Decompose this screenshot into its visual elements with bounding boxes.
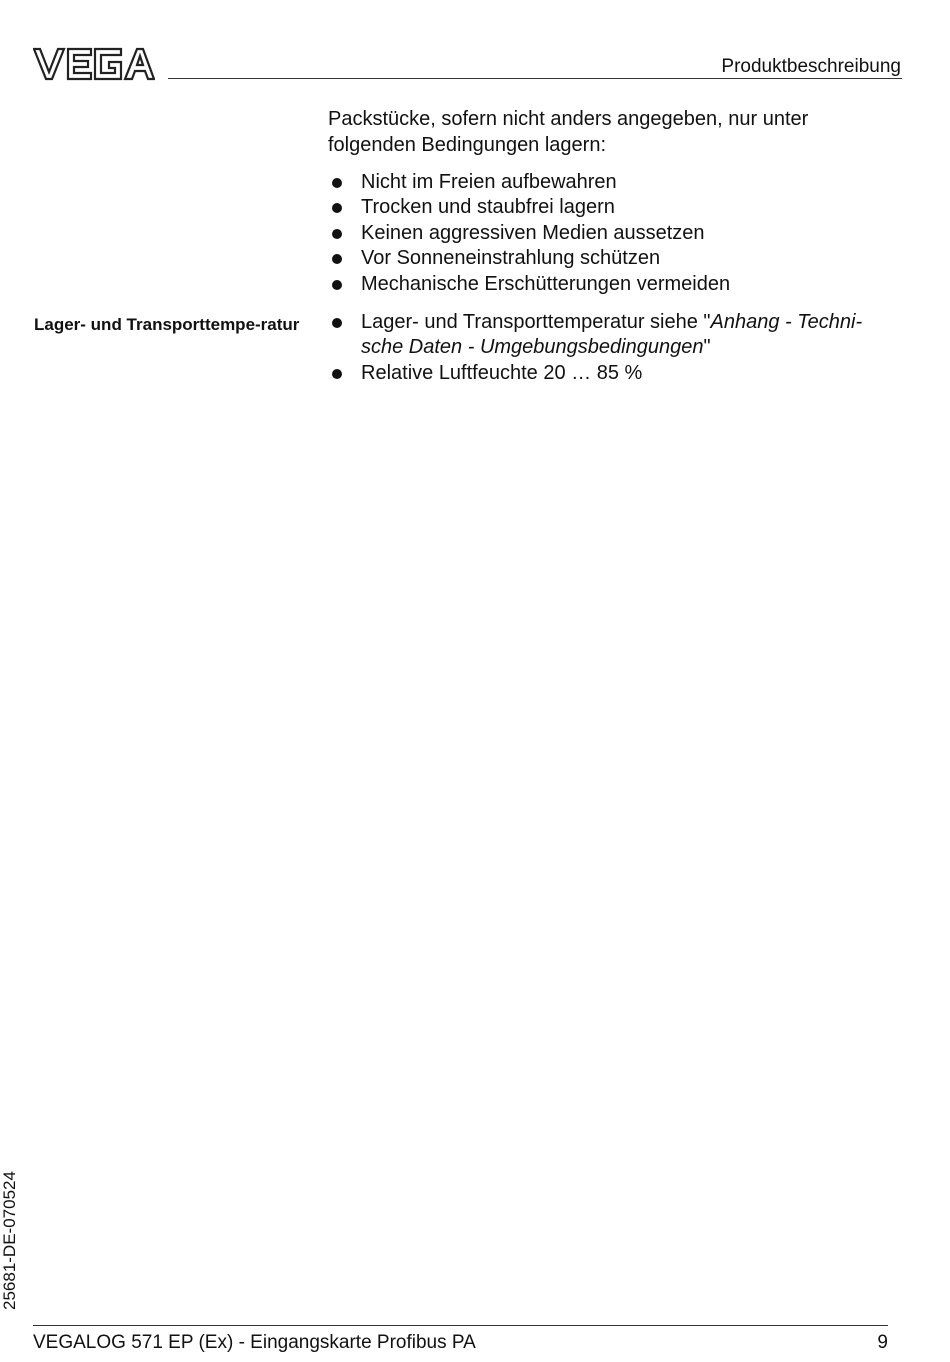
bullet-icon <box>332 318 342 328</box>
list-item: Nicht im Freien aufbewahren <box>328 170 893 195</box>
bullet-icon <box>332 229 342 239</box>
list-item: Mechanische Erschütterungen vermeiden <box>328 272 893 297</box>
temperature-list <box>328 310 893 386</box>
list-item: Lager- und Transporttemperatur siehe "Anhang - Techni-sche Daten - Umgebungsbedingungen" <box>328 310 893 361</box>
technical-data-reference: Anhang - Techni-sche Daten - Umgebungsbedingungen <box>361 311 863 359</box>
list-item: Trocken und staubfrei lagern <box>328 195 893 220</box>
footer-rule <box>33 1325 888 1326</box>
storage-intro: Packstücke, sofern nicht anders angegeben, nur unter folgenden Bedingungen lagern: <box>328 108 809 156</box>
header-rule <box>168 78 902 79</box>
document-id: 25681-DE-070524 <box>0 1171 19 1310</box>
bullet-icon <box>332 369 342 379</box>
bullet-icon <box>332 203 342 213</box>
bullet-icon <box>332 254 342 264</box>
bullet-icon <box>332 178 342 188</box>
vega-logo <box>33 47 155 81</box>
bullet-icon <box>332 280 342 290</box>
section-title: Produktbeschreibung <box>721 56 901 77</box>
list-item: Relative Luftfeuchte 20 … 85 % <box>328 361 893 386</box>
temperature-section-label: Lager- und Transporttempe-ratur <box>34 315 300 334</box>
storage-conditions-list <box>328 170 893 297</box>
list-item: Vor Sonneneinstrahlung schützen <box>328 246 893 271</box>
footer-title: VEGALOG 571 EP (Ex) - Eingangskarte Profibus PA <box>33 1332 476 1353</box>
page-number: 9 <box>877 1332 888 1353</box>
list-item: Keinen aggressiven Medien aussetzen <box>328 221 893 246</box>
